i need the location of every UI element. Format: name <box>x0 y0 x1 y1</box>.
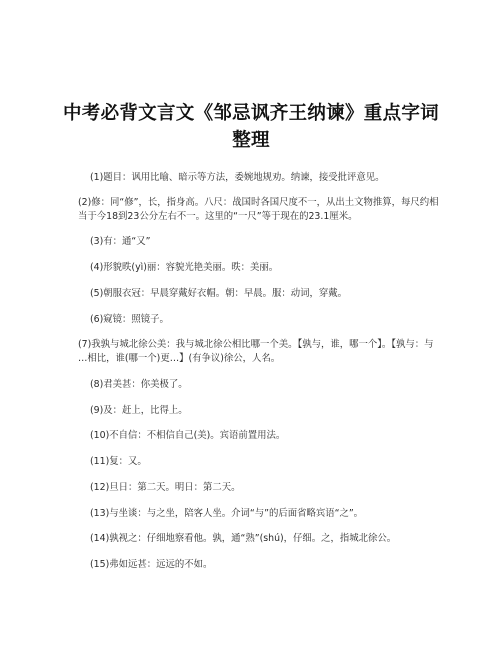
note-2-line-1: (2)修：同“修”，长，指身高。八尺：战国时各国尺度不一，从出土文物推算，每尺约相 <box>78 197 439 208</box>
note-15: (15)弗如远甚：远远的不如。 <box>90 559 213 570</box>
note-6: (6)窥镜：照镜子。 <box>90 314 169 325</box>
title-line-1: 中考必背文言文《邹忌讽齐王纳谏》重点字词 <box>62 103 439 124</box>
note-14: (14)孰视之：仔细地察看他。孰，通“熟”(shú)，仔细。之，指城北徐公。 <box>90 533 397 544</box>
note-9: (9)及：赶上，比得上。 <box>90 405 188 416</box>
note-7-line-2: …相比，谁(哪一个)更…】(有争议)徐公，人名。 <box>78 353 281 364</box>
note-11: (11)复：又。 <box>90 456 147 467</box>
note-2-line-2: 当于今18到23公分左右不一。这里的“一尺”等于现在的23.1厘米。 <box>78 211 358 222</box>
note-5: (5)朝服衣冠：早晨穿戴好衣帽。朝：早晨。服：动词，穿戴。 <box>90 288 348 299</box>
title-line-2: 整理 <box>232 130 270 151</box>
note-13: (13)与坐谈：与之坐，陪客人坐。介词“与”的后面省略宾语“之”。 <box>90 508 364 519</box>
note-4: (4)形貌昳(yì)丽：容貌光艳美丽。昳：美丽。 <box>90 262 279 273</box>
note-8: (8)君美甚：你美极了。 <box>90 379 188 390</box>
document-title <box>40 100 462 154</box>
note-12: (12)旦日：第二天。明日：第二天。 <box>90 482 241 493</box>
note-1: (1)题目：讽用比喻、暗示等方法，委婉地规劝。纳谏，接受批评意见。 <box>90 172 385 183</box>
note-10: (10)不自信：不相信自己(美)。宾语前置用法。 <box>90 430 286 441</box>
note-7-line-1: (7)我孰与城北徐公美：我与城北徐公相比哪一个美。【孰与，谁，哪一个】。【孰与：与 <box>78 339 434 350</box>
note-3: (3)有：通“又” <box>90 236 151 247</box>
